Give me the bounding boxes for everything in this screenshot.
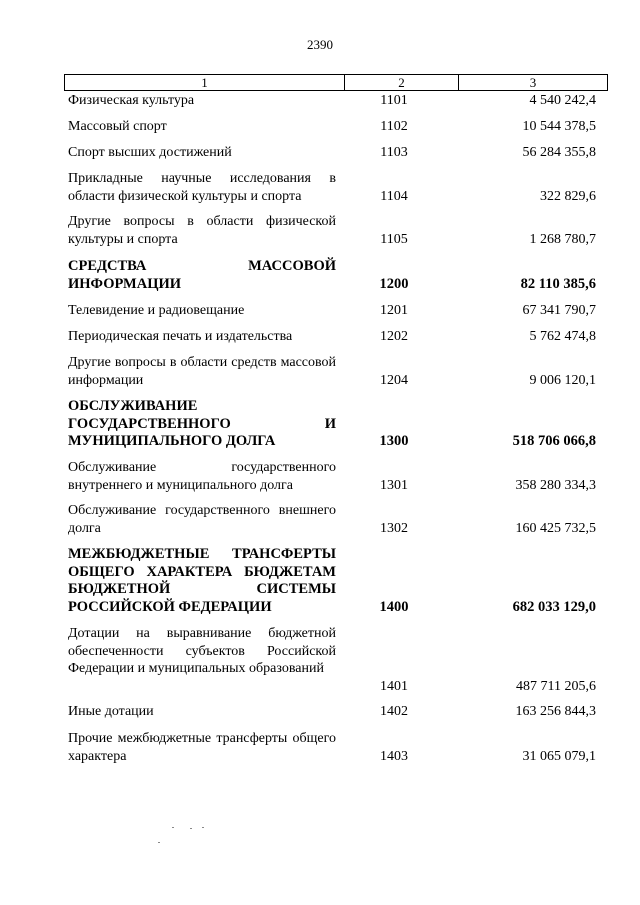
row-code: 1403 bbox=[380, 748, 408, 764]
table-header bbox=[64, 74, 608, 91]
row-code: 1401 bbox=[380, 678, 408, 694]
row-amount: 160 425 732,5 bbox=[515, 520, 596, 536]
row-code: 1402 bbox=[380, 704, 408, 719]
header-col-2: 2 bbox=[345, 75, 459, 90]
row-code: 1300 bbox=[379, 433, 409, 449]
row-name: Иные дотации bbox=[68, 704, 154, 719]
row-name: Массовый спорт bbox=[68, 119, 167, 134]
row-amount: 682 033 129,0 bbox=[512, 598, 596, 615]
row-amount: 322 829,6 bbox=[540, 188, 596, 204]
row-amount: 163 256 844,3 bbox=[515, 704, 596, 719]
row-amount: 82 110 385,6 bbox=[520, 275, 596, 292]
row-amount: 5 762 474,8 bbox=[529, 329, 596, 344]
row-name: Телевидение и радиовещание bbox=[68, 303, 245, 318]
row-amount: 358 280 334,3 bbox=[515, 477, 596, 493]
row-amount: 67 341 790,7 bbox=[522, 303, 596, 318]
row-amount: 10 544 378,5 bbox=[522, 119, 596, 134]
row-code: 1104 bbox=[380, 188, 408, 204]
row-code: 1101 bbox=[380, 93, 408, 108]
row-code: 1400 bbox=[379, 598, 409, 615]
row-amount: 518 706 066,8 bbox=[512, 433, 596, 449]
budget-table bbox=[64, 74, 608, 764]
row-name: Прочие межбюджетные трансферты общего характера bbox=[68, 731, 336, 764]
row-code: 1202 bbox=[380, 329, 408, 344]
row-code: 1103 bbox=[380, 145, 408, 160]
row-name: Другие вопросы в области средств массовой информации bbox=[68, 355, 336, 388]
row-code: 1200 bbox=[379, 275, 409, 292]
row-code: 1201 bbox=[380, 303, 408, 318]
row-name: Спорт высших достижений bbox=[68, 145, 232, 160]
scan-specks bbox=[150, 825, 210, 845]
row-amount: 9 006 120,1 bbox=[529, 372, 596, 388]
row-amount: 4 540 242,4 bbox=[529, 93, 596, 108]
row-code: 1302 bbox=[380, 520, 408, 536]
row-code: 1102 bbox=[380, 119, 408, 134]
row-name: Обслуживание государственного внешнего долга bbox=[68, 503, 336, 536]
row-name: МЕЖБЮДЖЕТНЫЕ ТРАНСФЕРТЫ ОБЩЕГО ХАРАКТЕРА БЮДЖЕТАМ БЮДЖЕТНОЙ СИСТЕМЫ РОССИЙСКОЙ ФЕДЕРАЦИИ bbox=[68, 546, 336, 615]
row-amount: 31 065 079,1 bbox=[522, 748, 596, 764]
row-name: ОБСЛУЖИВАНИЕ ГОСУДАРСТВЕННОГО И МУНИЦИПАЛЬНОГО ДОЛГА bbox=[68, 398, 336, 449]
row-name: Обслуживание государственного внутреннего и муниципального долга bbox=[68, 460, 336, 493]
row-name: Прикладные научные исследования в области физической культуры и спорта bbox=[68, 171, 336, 204]
row-name: Физическая культура bbox=[68, 93, 195, 108]
row-code: 1204 bbox=[380, 372, 408, 388]
row-name: Дотации на выравнивание бюджетной обеспеченности субъектов Российской Федерации и муниципальных образований bbox=[68, 626, 336, 676]
row-code: 1301 bbox=[380, 477, 408, 493]
page-number: 2390 bbox=[307, 37, 333, 52]
row-amount: 56 284 355,8 bbox=[522, 145, 596, 160]
row-name: СРЕДСТВА МАССОВОЙ ИНФОРМАЦИИ bbox=[68, 258, 336, 292]
row-name: Периодическая печать и издательства bbox=[68, 329, 293, 344]
row-amount: 487 711 205,6 bbox=[516, 678, 596, 694]
row-amount: 1 268 780,7 bbox=[529, 231, 596, 247]
row-name: Другие вопросы в области физической культуры и спорта bbox=[68, 214, 336, 247]
header-col-3: 3 bbox=[529, 75, 537, 90]
row-code: 1105 bbox=[380, 231, 408, 247]
header-col-1: 1 bbox=[65, 75, 345, 90]
